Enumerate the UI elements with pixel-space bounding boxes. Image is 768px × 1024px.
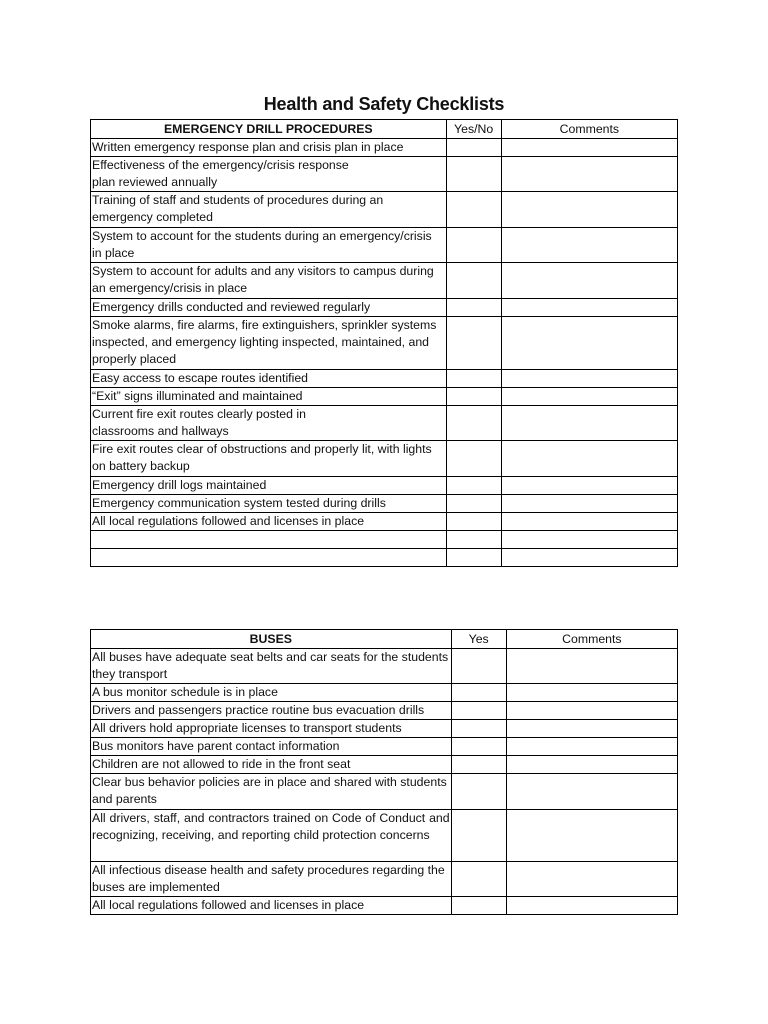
comments-cell[interactable] <box>501 228 677 263</box>
header-yes: Yes <box>451 630 506 649</box>
yes-no-cell[interactable] <box>446 263 501 299</box>
checklist-item: All buses have adequate seat belts and car seats for the students they transport <box>91 649 452 684</box>
header-comments: Comments <box>501 120 677 139</box>
table-row <box>91 263 678 299</box>
comments-cell[interactable] <box>501 370 677 388</box>
yes-no-cell[interactable] <box>446 495 501 513</box>
yes-no-cell[interactable] <box>446 157 501 192</box>
yes-no-cell[interactable] <box>446 549 501 567</box>
checklist-item: All infectious disease health and safety procedures regarding the buses are implemented <box>91 862 452 897</box>
comments-cell[interactable] <box>506 862 677 897</box>
header-comments: Comments <box>506 630 677 649</box>
yes-no-cell[interactable] <box>451 684 506 702</box>
checklist-item: Fire exit routes clear of obstructions and properly lit, with lights on battery backup <box>91 441 447 477</box>
comments-cell[interactable] <box>506 756 677 774</box>
table-row <box>91 756 678 774</box>
yes-no-cell[interactable] <box>451 774 506 810</box>
yes-no-cell[interactable] <box>451 756 506 774</box>
yes-no-cell[interactable] <box>446 317 501 370</box>
table-row <box>91 157 678 192</box>
emergency-drill-table <box>90 119 678 567</box>
checklist-item: Emergency communication system tested during drills <box>91 495 447 513</box>
yes-no-cell[interactable] <box>446 406 501 441</box>
yes-no-cell[interactable] <box>446 139 501 157</box>
comments-cell[interactable] <box>506 810 677 862</box>
table-row <box>91 370 678 388</box>
table-row <box>91 531 678 549</box>
checklist-item: System to account for adults and any visitors to campus during an emergency/crisis in place <box>91 263 447 299</box>
table-row <box>91 317 678 370</box>
table-row <box>91 549 678 567</box>
checklist-item: Effectiveness of the emergency/crisis response plan reviewed annually <box>91 157 447 192</box>
checklist-item: Bus monitors have parent contact information <box>91 738 452 756</box>
table-row <box>91 649 678 684</box>
checklist-item: All drivers hold appropriate licenses to transport students <box>91 720 452 738</box>
checklist-item: Written emergency response plan and crisis plan in place <box>91 139 447 157</box>
checklist-item: Current fire exit routes clearly posted in classrooms and hallways <box>91 406 447 441</box>
table-header-row <box>91 120 678 139</box>
comments-cell[interactable] <box>501 441 677 477</box>
comments-cell[interactable] <box>501 513 677 531</box>
table-row <box>91 738 678 756</box>
table-row <box>91 862 678 897</box>
comments-cell[interactable] <box>506 897 677 915</box>
comments-cell[interactable] <box>501 495 677 513</box>
yes-no-cell[interactable] <box>451 720 506 738</box>
comments-cell[interactable] <box>506 702 677 720</box>
checklist-item: Drivers and passengers practice routine bus evacuation drills <box>91 702 452 720</box>
checklist-item: A bus monitor schedule is in place <box>91 684 452 702</box>
checklist-item: Clear bus behavior policies are in place and shared with students and parents <box>91 774 452 810</box>
checklist-item <box>91 531 447 549</box>
table-header-row <box>91 630 678 649</box>
yes-no-cell[interactable] <box>446 228 501 263</box>
checklist-item: Children are not allowed to ride in the front seat <box>91 756 452 774</box>
table-row <box>91 495 678 513</box>
table-row <box>91 477 678 495</box>
comments-cell[interactable] <box>506 738 677 756</box>
buses-table <box>90 629 678 915</box>
comments-cell[interactable] <box>501 192 677 228</box>
yes-no-cell[interactable] <box>446 531 501 549</box>
table-row <box>91 139 678 157</box>
comments-cell[interactable] <box>501 549 677 567</box>
checklist-item: Training of staff and students of procedures during an emergency completed <box>91 192 447 228</box>
checklist-item: “Exit” signs illuminated and maintained <box>91 388 447 406</box>
checklist-item: Easy access to escape routes identified <box>91 370 447 388</box>
table-row <box>91 513 678 531</box>
comments-cell[interactable] <box>501 157 677 192</box>
table-row <box>91 228 678 263</box>
table-row <box>91 388 678 406</box>
comments-cell[interactable] <box>506 649 677 684</box>
table-row <box>91 720 678 738</box>
table-row <box>91 774 678 810</box>
yes-no-cell[interactable] <box>451 897 506 915</box>
header-yes-no: Yes/No <box>446 120 501 139</box>
yes-no-cell[interactable] <box>451 862 506 897</box>
yes-no-cell[interactable] <box>446 441 501 477</box>
comments-cell[interactable] <box>501 299 677 317</box>
table-row <box>91 406 678 441</box>
yes-no-cell[interactable] <box>451 810 506 862</box>
yes-no-cell[interactable] <box>451 649 506 684</box>
yes-no-cell[interactable] <box>446 299 501 317</box>
table-row <box>91 810 678 862</box>
checklist-item: Emergency drill logs maintained <box>91 477 447 495</box>
yes-no-cell[interactable] <box>451 702 506 720</box>
yes-no-cell[interactable] <box>451 738 506 756</box>
comments-cell[interactable] <box>501 531 677 549</box>
yes-no-cell[interactable] <box>446 192 501 228</box>
comments-cell[interactable] <box>501 406 677 441</box>
table-row <box>91 684 678 702</box>
comments-cell[interactable] <box>506 684 677 702</box>
header-emergency-drill-procedures: EMERGENCY DRILL PROCEDURES <box>91 120 447 139</box>
comments-cell[interactable] <box>501 477 677 495</box>
comments-cell[interactable] <box>501 317 677 370</box>
table-row <box>91 441 678 477</box>
checklist-item: System to account for the students during an emergency/crisis in place <box>91 228 447 263</box>
comments-cell[interactable] <box>501 139 677 157</box>
checklist-item: Emergency drills conducted and reviewed regularly <box>91 299 447 317</box>
checklist-item: All drivers, staff, and contractors trained on Code of Conduct and recognizing, receiving, and reporting child protection concerns <box>91 810 452 862</box>
table-row <box>91 299 678 317</box>
header-buses: BUSES <box>91 630 452 649</box>
comments-cell[interactable] <box>506 774 677 810</box>
table-row <box>91 702 678 720</box>
page-title: Health and Safety Checklists <box>263 94 505 114</box>
comments-cell[interactable] <box>506 720 677 738</box>
yes-no-cell[interactable] <box>446 370 501 388</box>
comments-cell[interactable] <box>501 388 677 406</box>
checklist-item: All local regulations followed and licenses in place <box>91 513 447 531</box>
yes-no-cell[interactable] <box>446 388 501 406</box>
yes-no-cell[interactable] <box>446 477 501 495</box>
checklist-item <box>91 549 447 567</box>
table-row <box>91 192 678 228</box>
yes-no-cell[interactable] <box>446 513 501 531</box>
table-row <box>91 897 678 915</box>
comments-cell[interactable] <box>501 263 677 299</box>
checklist-item: Smoke alarms, fire alarms, fire extinguishers, sprinkler systems inspected, and emergency lighting inspected, maintained, and properly placed <box>91 317 447 370</box>
checklist-item: All local regulations followed and licenses in place <box>91 897 452 915</box>
